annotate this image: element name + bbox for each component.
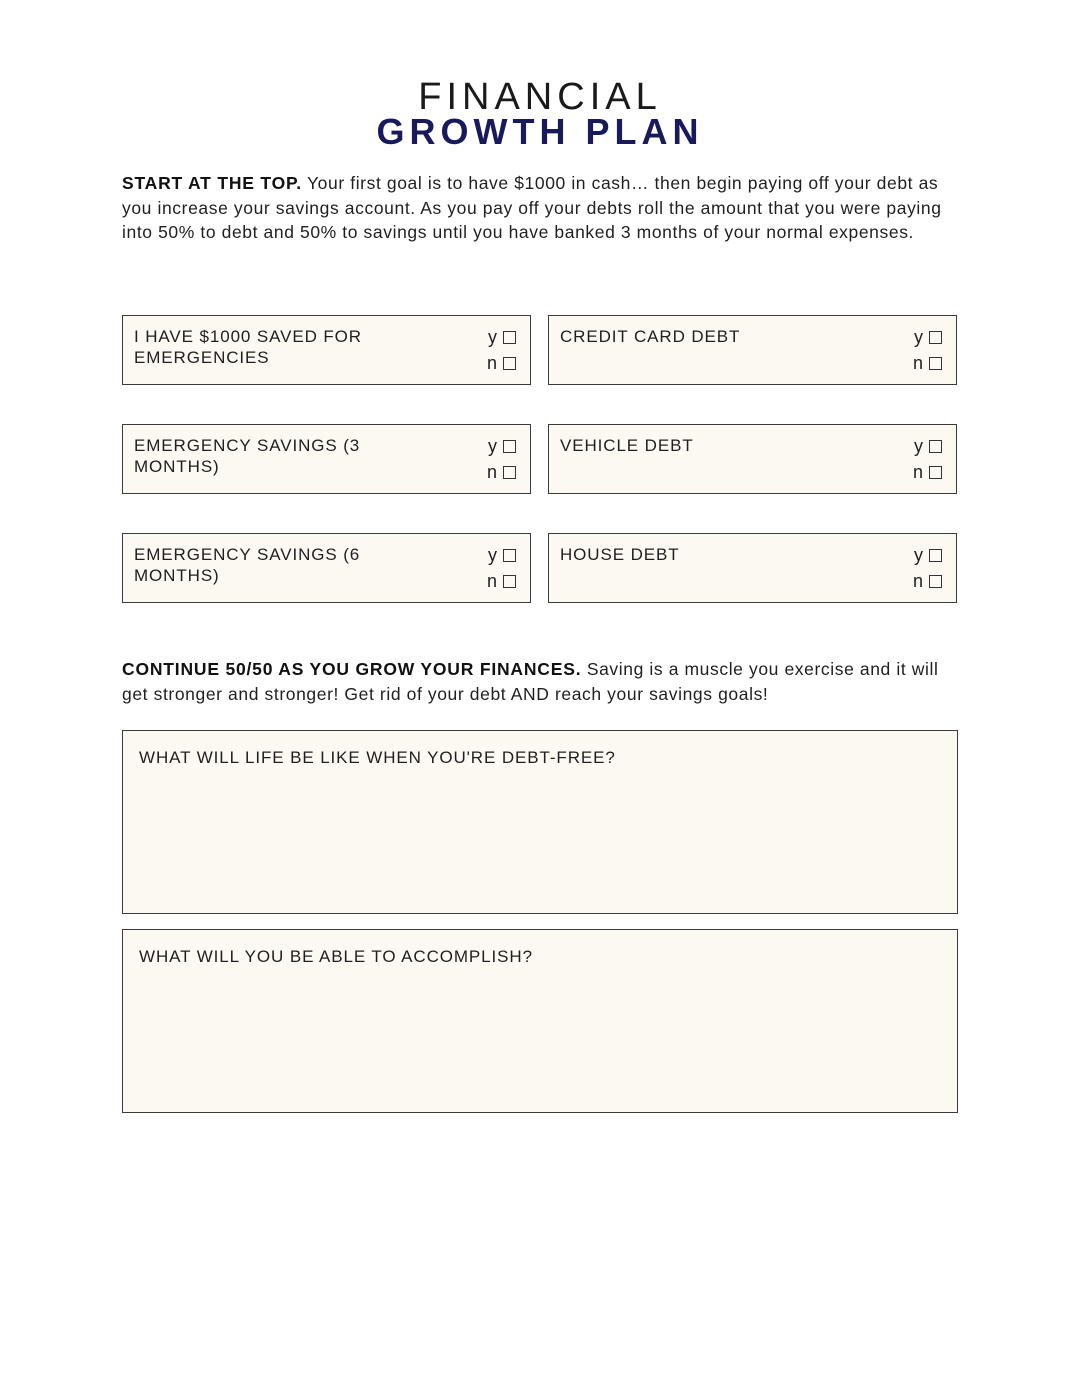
no-checkbox[interactable] — [929, 575, 942, 588]
yes-letter: y — [488, 545, 497, 565]
no-letter: n — [912, 353, 923, 373]
answer-field-accomplish[interactable] — [139, 978, 943, 1102]
continue-paragraph — [122, 657, 958, 706]
continue-text: Saving is a muscle you exercise and it will get stronger and stronger! Get rid of your debt AND reach your savings goals! — [122, 659, 939, 704]
goal-label: EMERGENCY SAVINGS (3 MONTHS) — [134, 436, 361, 476]
no-checkbox[interactable] — [929, 466, 942, 479]
question-label: WHAT WILL YOU BE ABLE TO ACCOMPLISH? — [139, 947, 533, 966]
intro-paragraph — [122, 171, 958, 245]
no-option — [483, 462, 516, 482]
goal-box-emergency-6-months — [122, 533, 531, 603]
goal-box-vehicle-debt — [548, 424, 957, 494]
yes-letter: y — [488, 327, 497, 347]
no-checkbox[interactable] — [929, 357, 942, 370]
no-letter: n — [486, 462, 497, 482]
yes-option — [909, 545, 942, 565]
yes-option — [909, 436, 942, 456]
no-option — [483, 571, 516, 591]
goal-label: I HAVE $1000 SAVED FOR EMERGENCIES — [134, 327, 362, 367]
goal-box-house-debt — [548, 533, 957, 603]
yes-letter: y — [914, 327, 923, 347]
goal-box-emergency-1000 — [122, 315, 531, 385]
goal-box-emergency-3-months — [122, 424, 531, 494]
question-box-debt-free — [122, 730, 958, 914]
yes-checkbox[interactable] — [503, 331, 516, 344]
intro-text: Your first goal is to have $1000 in cash… then begin paying off your debt as you increase your savings account. As you pay off your debts roll the amount that you were paying into 50% to debt and 50% to savings until you have banked 3 months of your normal expenses. — [122, 173, 942, 242]
no-option — [909, 571, 942, 591]
yes-option — [483, 545, 516, 565]
goal-label: VEHICLE DEBT — [560, 436, 694, 455]
yes-option — [483, 436, 516, 456]
yes-option — [483, 327, 516, 347]
no-letter: n — [912, 571, 923, 591]
no-letter: n — [486, 571, 497, 591]
no-checkbox[interactable] — [503, 357, 516, 370]
yes-checkbox[interactable] — [929, 440, 942, 453]
title-line-2: GROWTH PLAN — [376, 111, 704, 152]
intro-lead: START AT THE TOP. — [122, 173, 302, 193]
title-line-1: FINANCIAL — [418, 76, 662, 118]
goal-box-credit-card-debt — [548, 315, 957, 385]
no-option — [909, 353, 942, 373]
yes-checkbox[interactable] — [503, 440, 516, 453]
question-label: WHAT WILL LIFE BE LIKE WHEN YOU'RE DEBT-FREE? — [139, 748, 616, 767]
goal-label: CREDIT CARD DEBT — [560, 327, 741, 346]
no-checkbox[interactable] — [503, 466, 516, 479]
continue-lead: CONTINUE 50/50 AS YOU GROW YOUR FINANCES. — [122, 659, 582, 679]
goal-label: HOUSE DEBT — [560, 545, 680, 564]
yes-checkbox[interactable] — [929, 549, 942, 562]
yes-checkbox[interactable] — [929, 331, 942, 344]
no-option — [909, 462, 942, 482]
yes-letter: y — [488, 436, 497, 456]
no-option — [483, 353, 516, 373]
yes-checkbox[interactable] — [503, 549, 516, 562]
yes-letter: y — [914, 436, 923, 456]
yes-option — [909, 327, 942, 347]
no-letter: n — [486, 353, 497, 373]
no-checkbox[interactable] — [503, 575, 516, 588]
answer-field-debt-free[interactable] — [139, 779, 943, 903]
no-letter: n — [912, 462, 923, 482]
yes-letter: y — [914, 545, 923, 565]
goal-label: EMERGENCY SAVINGS (6 MONTHS) — [134, 545, 361, 585]
question-box-accomplish — [122, 929, 958, 1113]
